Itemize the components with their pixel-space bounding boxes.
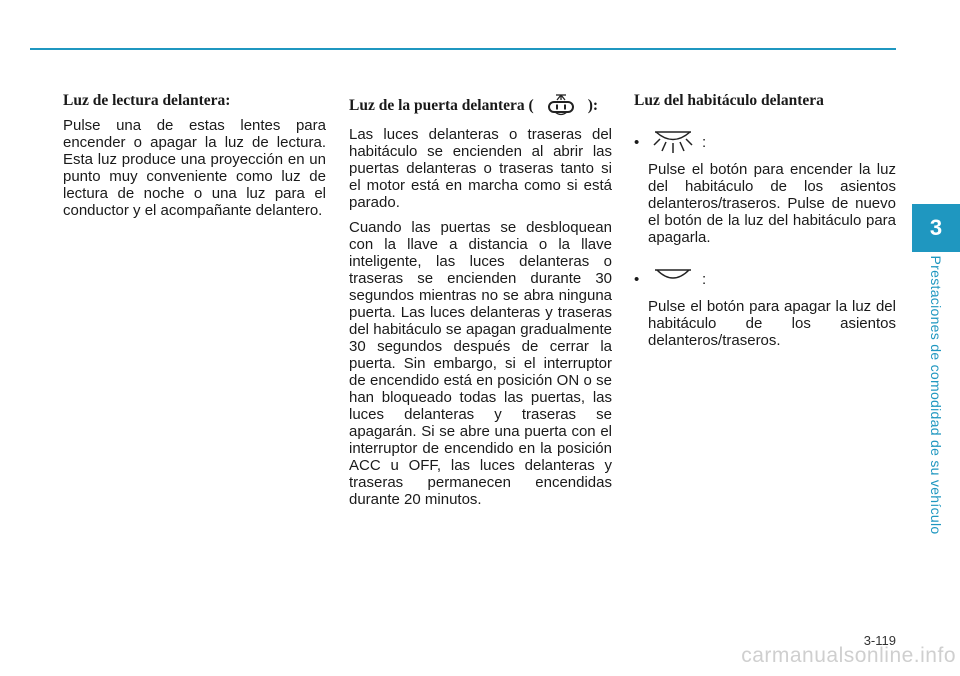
bullet-colon: :: [702, 133, 707, 151]
section-heading: [349, 92, 612, 118]
body-paragraph: Cuando las puertas se desbloquean con la llave a distancia o la llave inteligente, las luces delanteras o traseras se encienden durante 30 segundos mientras no se abra ninguna puerta. Las luces delanteras y traseras del habitáculo se apagan gradualmente 30 segundos después de cerrar la puerta. Sin embargo, si el interruptor de encendido está en posición ON o se han bloqueado todas las puertas, las luces delanteras y traseras se apagarán. Si se abre una puerta con el interruptor de encendido en la posición ACC u OFF, las luces delanteras y traseras permanecen encendidas durante 20 minutos.: [349, 219, 612, 508]
bullet-room-light-on: [634, 127, 896, 157]
page-number: 3-119: [863, 633, 896, 648]
section-heading: Luz de lectura delantera:: [63, 92, 231, 109]
bullet-text: Pulse el botón para apagar la luz del habitáculo de los asientos delanteros/traseros.: [648, 298, 896, 349]
column-reading-light: [63, 92, 326, 227]
bullet-marker: •: [634, 133, 640, 151]
bullet-text: Pulse el botón para encender la luz del habitáculo de los asientos delanteros/traseros. Pulse de nuevo el botón de la luz del habitáculo para apagarla.: [648, 161, 896, 246]
room-light-off-icon: [650, 264, 696, 294]
bullet-colon: :: [702, 270, 707, 288]
header-rule: [30, 48, 896, 50]
chapter-title: Prestaciones de comodidad de su vehículo: [928, 255, 944, 535]
room-light-on-icon: [650, 127, 696, 157]
section-heading: Luz del habitáculo delantera: [634, 92, 824, 109]
chapter-tab: [912, 204, 960, 252]
door-light-icon: [538, 92, 584, 118]
heading-suffix: ):: [587, 96, 599, 114]
bullet-room-light-off: [634, 264, 896, 294]
chapter-number: 3: [929, 215, 943, 240]
bullet-marker: •: [634, 270, 640, 288]
heading-prefix: Luz de la puerta delantera (: [349, 96, 534, 114]
body-paragraph: Las luces delanteras o traseras del habitáculo se encienden al abrir las puertas delanteras o traseras tanto si el motor está en marcha como si está parado.: [349, 126, 612, 211]
body-paragraph: Pulse una de estas lentes para encender o apagar la luz de lectura. Esta luz produce una proyección en un punto muy conveniente como luz de lectura de noche o una luz para el conductor y el acompañante delantero.: [63, 117, 326, 219]
column-room-light: [634, 92, 896, 367]
watermark: carmanualsonline.info: [741, 644, 956, 667]
column-door-light: [349, 92, 612, 516]
